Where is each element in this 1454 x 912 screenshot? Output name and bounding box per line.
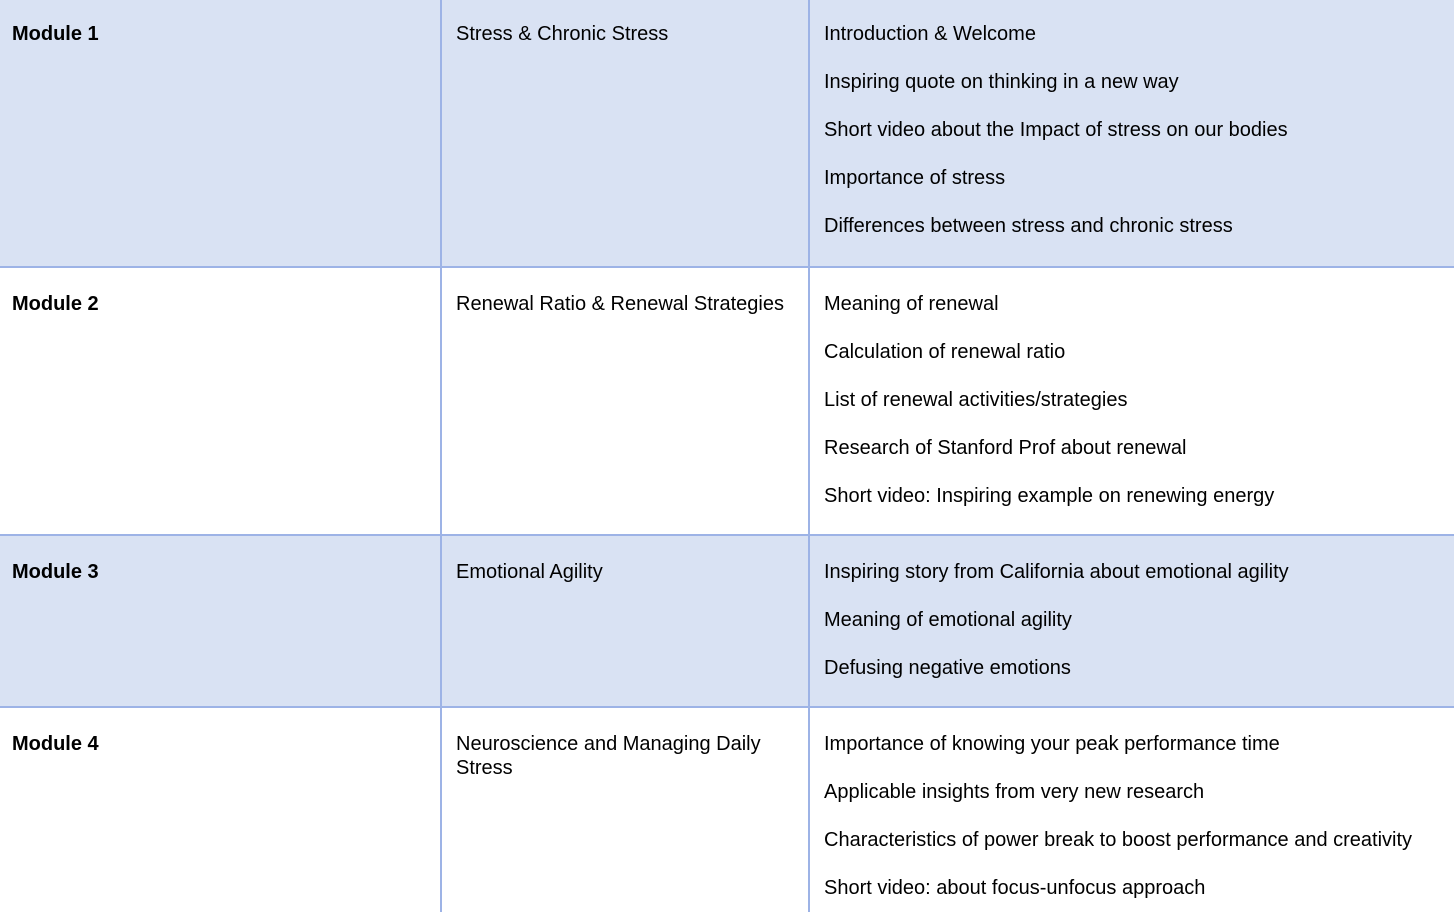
content-item: List of renewal activities/strategies (824, 389, 1128, 411)
content-item: Inspiring quote on thinking in a new way (824, 71, 1179, 93)
module-topic: Renewal Ratio & Renewal Strategies (456, 293, 784, 315)
column-divider (440, 0, 442, 912)
module-row (0, 708, 1454, 912)
module-row (0, 0, 1454, 266)
content-item: Applicable insights from very new research (824, 781, 1205, 803)
content-item: Introduction & Welcome (824, 23, 1036, 45)
module-content-list (824, 22, 1452, 238)
content-item: Short video about the Impact of stress on our bodies (824, 119, 1288, 141)
module-content-list (824, 560, 1452, 680)
module-topic: Stress & Chronic Stress (456, 23, 669, 45)
content-item: Research of Stanford Prof about renewal (824, 437, 1187, 459)
column-divider (808, 0, 810, 912)
content-item: Defusing negative emotions (824, 657, 1071, 679)
row-divider (0, 266, 1454, 268)
module-number: Module 2 (12, 293, 99, 315)
content-item: Meaning of renewal (824, 293, 999, 315)
content-item: Calculation of renewal ratio (824, 341, 1066, 363)
module-row (0, 536, 1454, 706)
content-item: Inspiring story from California about emotional agility (824, 561, 1289, 583)
row-divider (0, 706, 1454, 708)
module-number: Module 1 (12, 23, 99, 45)
content-item: Characteristics of power break to boost performance and creativity (824, 829, 1413, 851)
content-item: Short video: Inspiring example on renewing energy (824, 485, 1275, 507)
module-number: Module 3 (12, 561, 99, 583)
module-content-list (824, 292, 1452, 508)
content-item: Differences between stress and chronic stress (824, 215, 1233, 237)
module-row (0, 268, 1454, 534)
content-item: Importance of stress (824, 167, 1006, 189)
module-topic: Emotional Agility (456, 561, 603, 583)
content-item: Short video: about focus-unfocus approach (824, 877, 1206, 899)
content-item: Importance of knowing your peak performance time (824, 733, 1280, 755)
module-content-list (824, 732, 1452, 900)
content-item: Meaning of emotional agility (824, 609, 1072, 631)
row-divider (0, 534, 1454, 536)
module-number: Module 4 (12, 733, 99, 755)
module-topic: Neuroscience and Managing Daily Stress (456, 733, 761, 779)
